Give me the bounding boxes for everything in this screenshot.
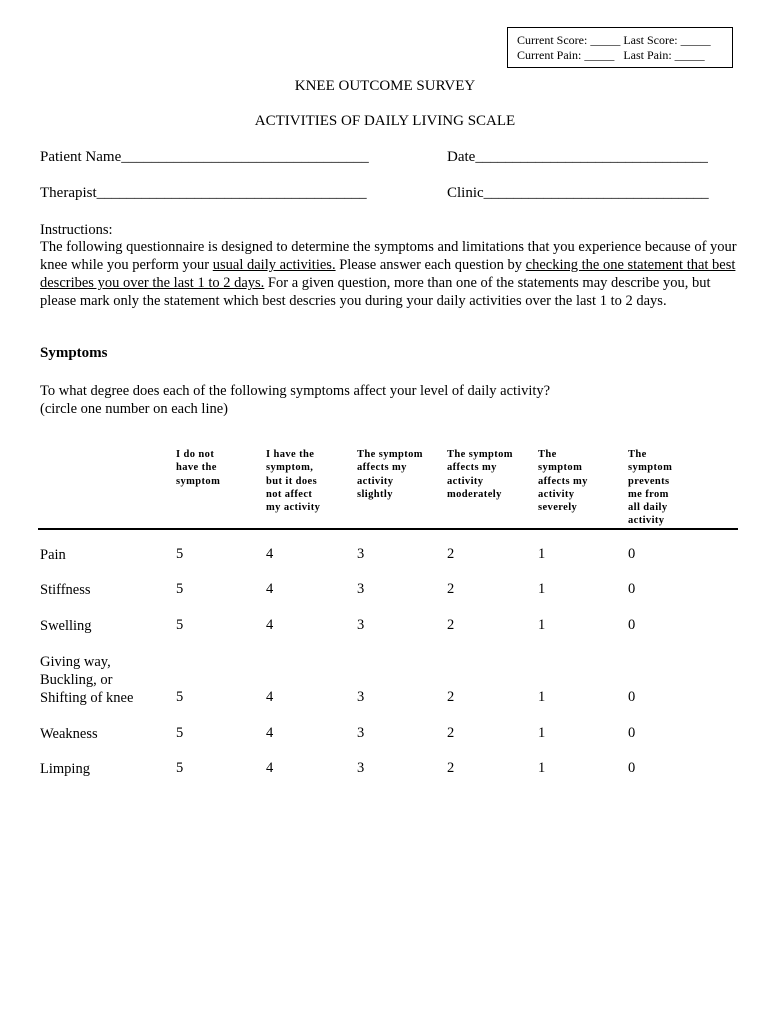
column-header-line: affects my <box>357 462 407 474</box>
score-option[interactable]: 4 <box>266 581 274 597</box>
row-label <box>40 617 170 635</box>
column-header-line: severely <box>538 502 578 514</box>
symptoms-note: (circle one number on each line) <box>40 401 229 417</box>
column-header-line: but it does <box>266 475 318 487</box>
column-header <box>176 448 260 488</box>
score-option[interactable]: 0 <box>628 617 636 633</box>
scale-title: ACTIVITIES OF DAILY LIVING SCALE <box>254 113 516 129</box>
score-option[interactable]: 0 <box>628 760 636 776</box>
therapist-field[interactable]: Therapist____________________________________ <box>40 185 367 201</box>
score-option[interactable]: 5 <box>176 760 184 776</box>
score-line: Current Score: _____ Last Score: _____ <box>517 33 711 47</box>
score-option[interactable]: 2 <box>447 689 455 705</box>
score-option[interactable]: 2 <box>447 617 455 633</box>
usual-activities-text: usual daily activities. <box>212 257 336 273</box>
column-header-line: The <box>538 449 557 460</box>
column-header-line: my activity <box>266 502 321 514</box>
score-option[interactable]: 3 <box>357 617 365 633</box>
score-option[interactable]: 4 <box>266 760 274 776</box>
row-label-line: Buckling, or <box>40 672 113 688</box>
score-box <box>507 27 733 68</box>
column-header-line: I do not <box>176 449 215 460</box>
row-label-line: Giving way, <box>40 654 111 670</box>
column-header-line: not affect <box>266 488 313 500</box>
score-option[interactable]: 4 <box>266 725 274 741</box>
score-option[interactable]: 0 <box>628 725 636 741</box>
row-label-line: Pain <box>40 547 66 563</box>
row-label <box>40 581 170 599</box>
column-header-line: symptom <box>628 462 673 474</box>
column-header-line: affects my <box>538 475 588 487</box>
column-header-line: symptom, <box>266 462 314 474</box>
row-label-line: Shifting of knee <box>40 690 134 706</box>
score-option[interactable]: 1 <box>538 725 546 741</box>
score-option[interactable]: 4 <box>266 546 274 562</box>
column-header-line: symptom <box>538 462 583 474</box>
score-option[interactable]: 4 <box>266 689 274 705</box>
column-header-line: have the <box>176 462 217 474</box>
score-option[interactable]: 0 <box>628 581 636 597</box>
score-option[interactable]: 5 <box>176 725 184 741</box>
symptoms-heading: Symptoms <box>40 345 108 361</box>
checking-statement-text: checking the one statement that best describes you over the last 1 to 2 days. <box>40 257 736 291</box>
score-option[interactable]: 2 <box>447 546 455 562</box>
score-option[interactable]: 5 <box>176 581 184 597</box>
score-option[interactable]: 0 <box>628 546 636 562</box>
survey-title: KNEE OUTCOME SURVEY <box>294 78 476 94</box>
score-option[interactable]: 3 <box>357 581 365 597</box>
score-option[interactable]: 2 <box>447 725 455 741</box>
row-label-line: Swelling <box>40 618 92 634</box>
column-header-line: affects my <box>447 462 497 474</box>
instructions-heading: Instructions: <box>40 222 113 238</box>
header-divider <box>38 528 738 530</box>
score-option[interactable]: 1 <box>538 689 546 705</box>
column-header-line: symptom <box>176 475 221 487</box>
column-header <box>266 448 350 514</box>
column-header-line: The symptom <box>357 449 423 460</box>
score-option[interactable]: 5 <box>176 617 184 633</box>
score-option[interactable]: 3 <box>357 725 365 741</box>
score-option[interactable]: 0 <box>628 689 636 705</box>
score-option[interactable]: 3 <box>357 689 365 705</box>
date-field[interactable]: Date_______________________________ <box>447 149 708 165</box>
row-label-line: Stiffness <box>40 582 91 598</box>
column-header <box>357 448 441 501</box>
column-header-line: all daily <box>628 502 668 514</box>
column-header-line: me from <box>628 488 669 500</box>
column-header-line: slightly <box>357 488 393 500</box>
score-option[interactable]: 1 <box>538 546 546 562</box>
score-option[interactable]: 1 <box>538 581 546 597</box>
column-header-line: The symptom <box>447 449 513 460</box>
row-label <box>40 760 170 778</box>
row-label <box>40 546 170 564</box>
score-option[interactable]: 4 <box>266 617 274 633</box>
column-header-line: I have the <box>266 449 315 460</box>
patient-name-field[interactable]: Patient Name_________________________________ <box>40 149 369 165</box>
column-header-line: activity <box>538 488 575 500</box>
column-header-line: moderately <box>447 488 502 500</box>
clinic-field[interactable]: Clinic______________________________ <box>447 185 709 201</box>
score-option[interactable]: 5 <box>176 546 184 562</box>
score-option[interactable]: 2 <box>447 581 455 597</box>
column-header-line: activity <box>357 475 394 487</box>
column-header-line: The <box>628 449 647 460</box>
column-header-line: activity <box>447 475 484 487</box>
score-option[interactable]: 1 <box>538 617 546 633</box>
column-header <box>628 448 712 528</box>
instructions-part3: For a given question, more than one of the statements may describe you, but please mark only the statement which best descries you during your daily activities over the last 1 to 2 days. <box>40 275 711 309</box>
instructions-text <box>40 238 740 310</box>
instructions-part1: The following questionnaire is designed to determine the symptoms and limitations that you experience because of your knee while you perform your <box>40 239 737 273</box>
score-option[interactable]: 2 <box>447 760 455 776</box>
score-option[interactable]: 3 <box>357 760 365 776</box>
score-option[interactable]: 5 <box>176 689 184 705</box>
row-label <box>40 653 170 707</box>
row-label <box>40 725 170 743</box>
symptoms-question: To what degree does each of the following symptoms affect your level of daily activity? <box>40 383 551 399</box>
column-header <box>447 448 531 501</box>
column-header <box>538 448 622 514</box>
column-header-line: prevents <box>628 475 670 487</box>
row-label-line: Weakness <box>40 726 98 742</box>
score-option[interactable]: 3 <box>357 546 365 562</box>
column-header-line: activity <box>628 515 665 527</box>
row-label-line: Limping <box>40 761 90 777</box>
pain-line: Current Pain: _____ Last Pain: _____ <box>517 48 705 62</box>
instructions-part2: Please answer each question by <box>335 257 526 273</box>
score-option[interactable]: 1 <box>538 760 546 776</box>
